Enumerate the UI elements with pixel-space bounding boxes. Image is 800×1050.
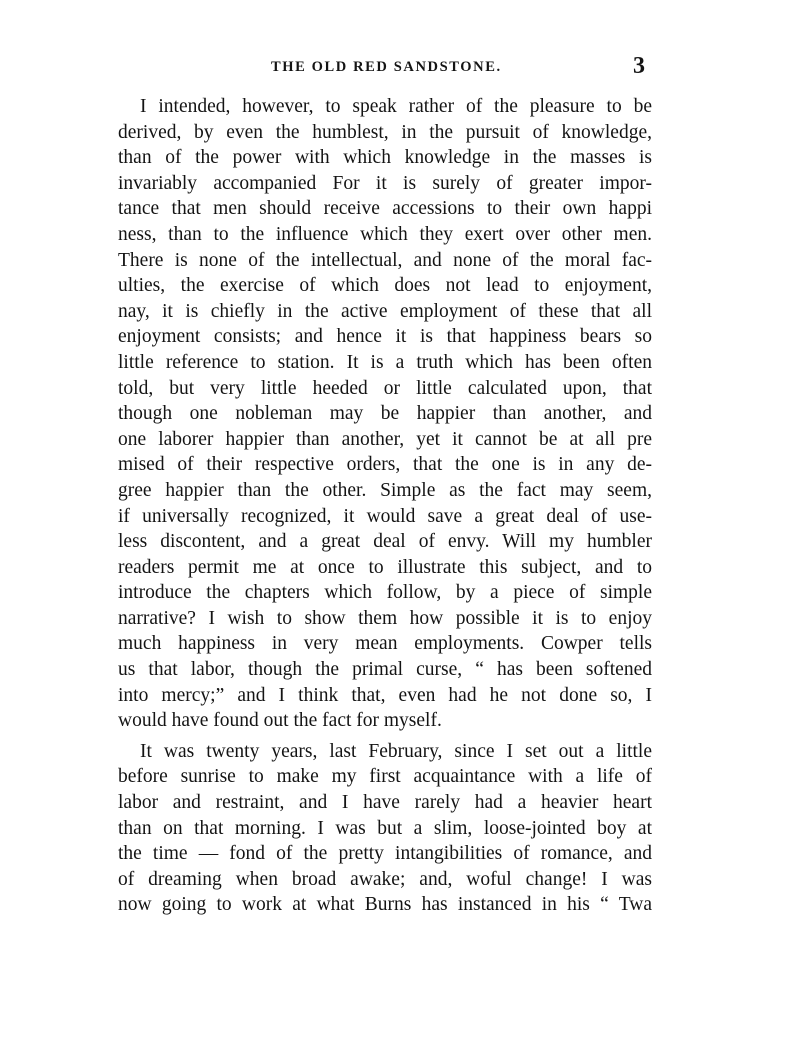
text-line: It was twenty years, last February, since I set out a little xyxy=(140,740,652,762)
text-line: derived, by even the humblest, in the pursuit of knowledge, xyxy=(118,121,652,143)
text-line: narrative? I wish to show them how possible it is to enjoy xyxy=(118,607,652,629)
body-text xyxy=(118,94,652,918)
text-line: the time — fond of the pretty intangibilities of romance, and xyxy=(118,843,652,865)
text-line: if universally recognized, it would save a great deal of use- xyxy=(118,505,652,527)
text-line: enjoyment consists; and hence it is that happiness bears so xyxy=(118,326,652,348)
text-line: ulties, the exercise of which does not lead to enjoyment, xyxy=(118,275,652,297)
page-number: 3 xyxy=(633,53,645,79)
text-line: invariably accompanied For it is surely of greater impor- xyxy=(118,172,652,194)
text-line: introduce the chapters which follow, by a piece of simple xyxy=(118,582,652,604)
text-line: nay, it is chiefly in the active employment of these that all xyxy=(118,300,652,322)
running-title: THE OLD RED SANDSTONE. xyxy=(271,59,502,75)
text-line: gree happier than the other. Simple as the fact may seem, xyxy=(118,479,652,501)
text-line: much happiness in very mean employments. Cowper tells xyxy=(118,633,652,655)
text-line: now going to work at what Burns has instanced in his “ Twa xyxy=(118,894,652,916)
text-line: into mercy;” and I think that, even had he not done so, I xyxy=(118,684,652,706)
text-line: told, but very little heeded or little calculated upon, that xyxy=(118,377,652,399)
text-line: I intended, however, to speak rather of the pleasure to be xyxy=(140,96,652,117)
text-line: than of the power with which knowledge in the masses is xyxy=(118,147,652,169)
text-line: would have found out the fact for myself. xyxy=(118,710,442,732)
text-line: little reference to station. It is a truth which has been often xyxy=(118,351,652,373)
text-line: of dreaming when broad awake; and, woful change! I was xyxy=(118,868,652,890)
text-line: than on that morning. I was but a slim, loose-jointed boy at xyxy=(118,817,652,839)
text-line: ness, than to the influence which they exert over other men. xyxy=(118,223,652,245)
text-line: one laborer happier than another, yet it cannot be at all pre xyxy=(118,428,652,450)
text-line: though one nobleman may be happier than another, and xyxy=(118,403,652,425)
text-line: mised of their respective orders, that the one is in any de- xyxy=(118,454,652,476)
text-line: less discontent, and a great deal of envy. Will my humbler xyxy=(118,531,652,553)
text-line: tance that men should receive accessions to their own happi xyxy=(118,198,652,220)
paragraph xyxy=(118,739,652,918)
text-line: before sunrise to make my first acquaintance with a life of xyxy=(118,766,652,788)
running-header xyxy=(0,55,800,85)
text-line: readers permit me at once to illustrate this subject, and to xyxy=(118,556,652,578)
paragraph xyxy=(118,94,652,734)
text-line: labor and restraint, and I have rarely had a heavier heart xyxy=(118,792,652,814)
text-line: There is none of the intellectual, and none of the moral fac- xyxy=(118,249,652,271)
text-line: us that labor, though the primal curse, “ has been softened xyxy=(118,659,652,681)
